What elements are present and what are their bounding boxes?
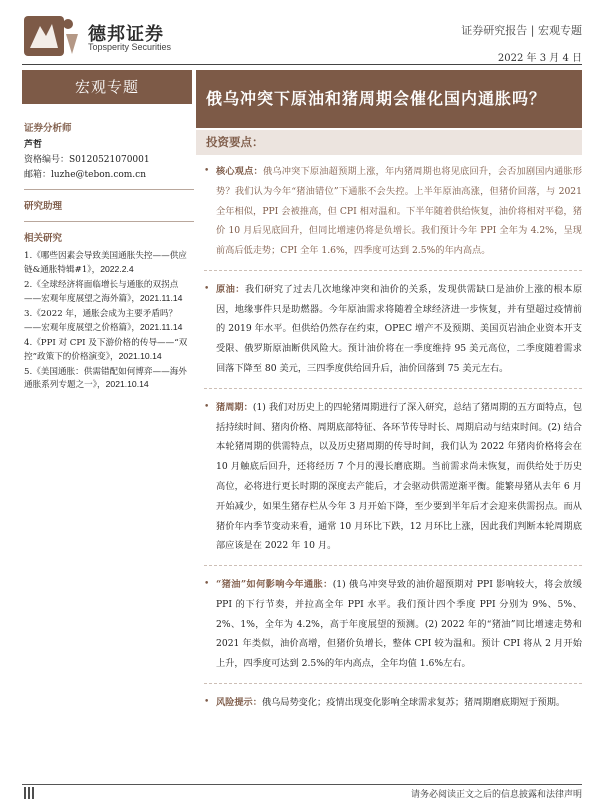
- bullet-icon: •: [204, 696, 210, 707]
- related-research-list: [24, 250, 194, 392]
- company-logo: [22, 14, 80, 60]
- report-date: 2022 年 3 月 4 日: [497, 53, 582, 64]
- paragraph-divider: [204, 388, 582, 389]
- crude-oil-paragraph: • 原油：我们研究了过去几次地缘冲突和油价的关系，发现供需缺口是油价上涨的根本原因，地缘事件只是助燃器。今年原油需求将随着全球经济进一步恢复，并有望超过疫情前的 2019 年水平。但供给仍然存在约束，OPEC 增产不及预期、美国页岩油企业资本开支受限、俄罗斯原油断供风险大。预计油价将在一季度维持 95 美元高位，二季度随着需求回落下降至 80 美元，三四季度供给回升后，油价回落到 75 美元左右。: [196, 280, 582, 379]
- report-title: 俄乌冲突下原油和猪周期会催化国内通胀吗？: [196, 70, 582, 128]
- sidebar-divider: [24, 189, 194, 190]
- brand-name-cn: 德邦证券: [88, 24, 164, 45]
- related-section-title: 相关研究: [24, 232, 63, 244]
- sidebar-divider: [24, 221, 194, 222]
- related-item[interactable]: 4.《PPI 对 CPI 及下游价格的传导——“双控”政策下的价格演变》，2021.10.14: [24, 337, 188, 362]
- left-sidebar: [24, 122, 194, 394]
- related-item[interactable]: 2.《全球经济将面临增长与通胀的双拐点——宏观年度展望之海外篇》，2021.11.14: [24, 280, 183, 305]
- bullet-icon: •: [204, 283, 210, 294]
- paragraph-divider: [204, 565, 582, 566]
- pig-cycle-paragraph: • 猪周期：(1) 我们对历史上的四轮猪周期进行了深入研究，总结了猪周期的五方面特点，包括持续时间、猪肉价格、周期底部特征、各环节传导时长、周期启动与结束时间。(2) 结合本轮猪周期的供需特点，以及历史猪周期的传导时间，我们认为 2022 年猪肉价格将会在 10 月触底后回升，还将经历 7 个月的漫长磨底期。当前需求尚未恢复，而供给处于历史高位，必将进行更长时期的深度去产能后，才会驱动供需逆渐平衡。能繁母猪从去年 6 月开始减少，如果生猪存栏从今年 3 月开始下降，至少要到半年后才会迎来供需拐点。而从猪价年内季节变动来看，通常 10 月环比下跌，12 月环比上涨，因此我们判断本轮周期底部应该是在 2022 年 10 月。: [196, 398, 582, 556]
- bullet-icon: •: [204, 401, 210, 412]
- analyst-certificate: 资格编号：S0120521070001: [24, 154, 150, 165]
- assistant-section-title: 研究助理: [24, 200, 63, 212]
- report-type: 证券研究报告 | 宏观专题: [461, 24, 582, 37]
- analyst-name: 芦哲: [24, 139, 43, 150]
- paragraph-divider: [204, 270, 582, 271]
- qr-code-icon: [24, 787, 36, 799]
- core-view-paragraph: • 核心观点：俄乌冲突下原油超预期上涨，年内猪周期也将见底回升，会否加剧国内通胀形势？我们认为今年“猪油错位”下通胀不会失控。上半年原油高涨，但猪价回落，与 2021 全年相似，PPI 会被推高，但 CPI 相对温和。下半年随着供给恢复，油价将相对平稳，猪价 10 月后见底回升，但同比增速仍将是负增长。我们预计今年 PPI 全年为 4.2%，呈现前高后低走势；CPI 全年 1.6%，四季度可达到 2.5%的年内高点。: [196, 162, 582, 261]
- analyst-email[interactable]: 邮箱：luzhe@tebon.com.cn: [24, 169, 147, 180]
- risk-warning-paragraph: • 风险提示：俄乌局势变化；疫情出现变化影响全球需求复苏；猪周期磨底期短于预期。: [196, 693, 582, 713]
- brand-name-en: Topsperity Securities: [88, 42, 172, 52]
- footer-disclaimer: 请务必阅读正文之后的信息披露和法律声明: [410, 790, 582, 800]
- header-divider: [22, 64, 582, 65]
- related-item[interactable]: 1.《哪些因素会导致美国通胀失控——供应链&通胀特辑#1》，2022.2.4: [24, 251, 187, 276]
- footer-divider: [22, 784, 582, 785]
- analyst-section-title: 证券分析师: [24, 123, 72, 134]
- column-tag: 宏观专题: [22, 70, 192, 104]
- bullet-icon: •: [204, 166, 210, 176]
- bullet-icon: •: [204, 579, 210, 590]
- investment-points: [196, 162, 582, 722]
- related-item[interactable]: 3.《2022 年，通胀会成为主要矛盾吗？——宏观年度展望之价格篇》，2021.11.14: [24, 309, 183, 333]
- inflation-impact-paragraph: • “猪油”如何影响今年通胀：(1) 俄乌冲突导致的油价超预期对 PPI 影响较大，将会放缓 PPI 的下行节奏，并拉高全年 PPI 水平。我们预计四个季度 PPI 分别为 9%、5%、2%、1%，全年为 4.2%，高于年度展望的预测。(2) 2022 年的“猪油”同比增速走势和 2021 年类似，油价高增，但猪价负增长，整体 CPI 较为温和。预计 CPI 将从 2 月开始上升，四季度可达到 2.5%的年内高点，全年均值 1.6%左右。: [196, 575, 582, 674]
- investment-points-label: 投资要点：: [196, 130, 582, 155]
- related-item[interactable]: 5.《美国通胀：供需错配如何博弈——海外通胀系列专题之一》，2021.10.14: [24, 366, 187, 391]
- paragraph-divider: [204, 683, 582, 684]
